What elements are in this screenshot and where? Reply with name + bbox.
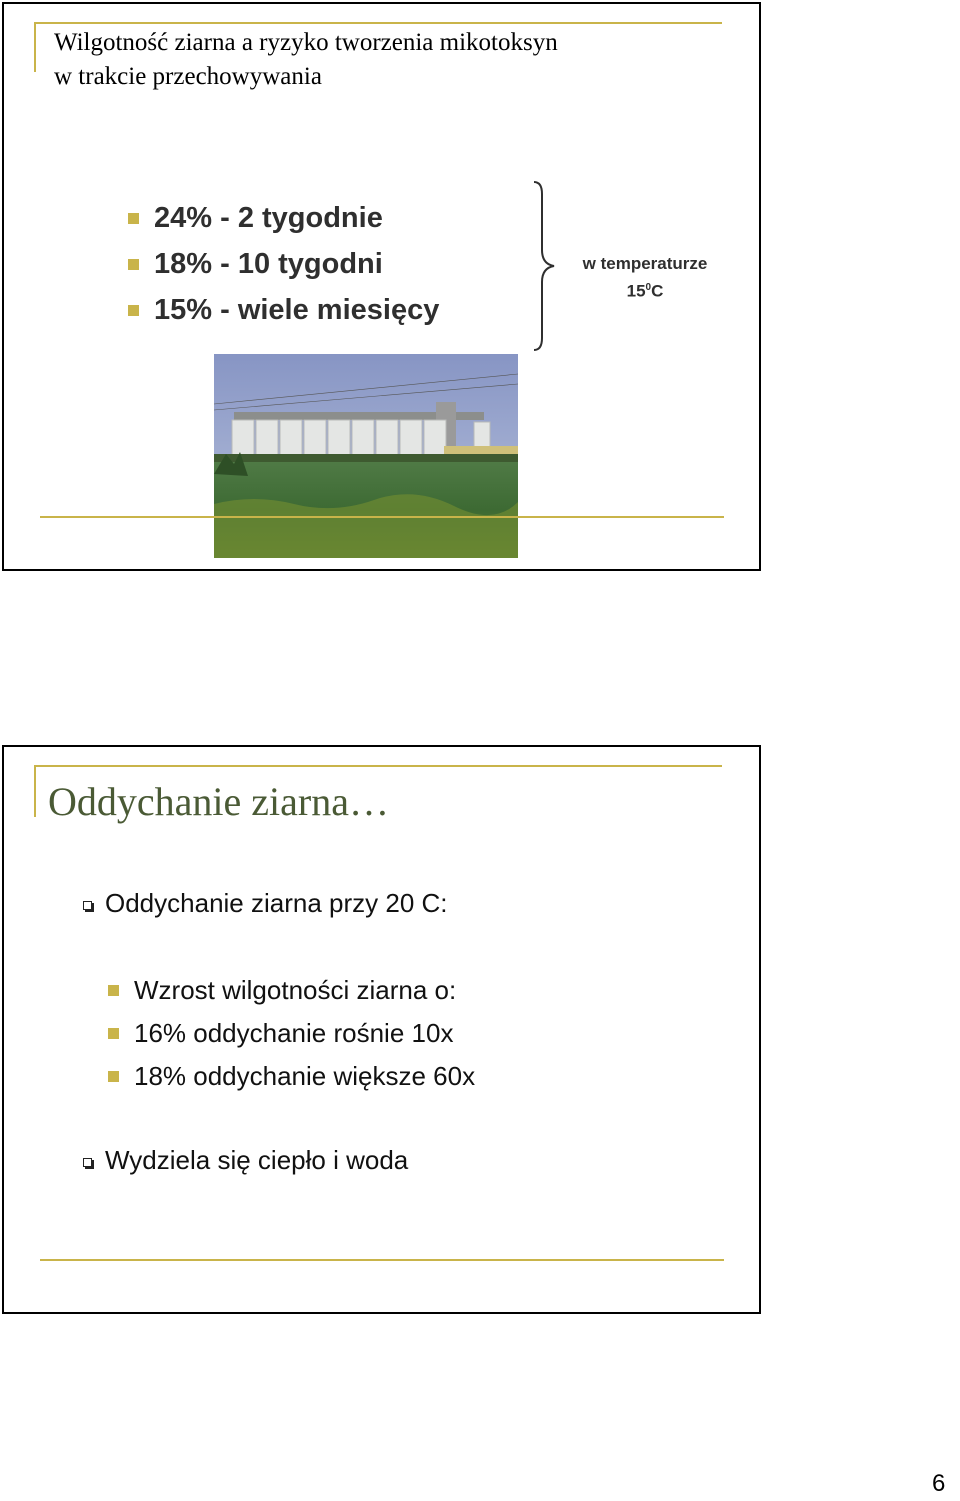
main-list [79, 885, 448, 921]
sub-list [104, 969, 475, 1098]
list-item-text: 18% oddychanie większe 60x [134, 1061, 476, 1091]
slide-title [54, 26, 734, 94]
square-bullet-icon [128, 259, 139, 270]
title-line-2: w trakcie przechowywania [54, 63, 322, 90]
list-item [79, 1142, 408, 1178]
bottom-rule [40, 516, 724, 518]
list-item [124, 288, 439, 334]
slide-title: Oddychanie ziarna… [48, 779, 389, 824]
list-item-text: 16% oddychanie rośnie 10x [134, 1018, 454, 1048]
curly-brace-icon [530, 180, 560, 352]
main-list-2 [79, 1142, 408, 1178]
checkbox-bullet-icon [83, 1158, 92, 1167]
list-item-text: 24% - 2 tygodnie [154, 202, 383, 234]
title-line-1: Wilgotność ziarna a ryzyko tworzenia mikotoksyn [54, 29, 558, 56]
moisture-list [124, 196, 439, 334]
top-rule [34, 22, 722, 24]
square-bullet-icon [108, 1071, 119, 1082]
title-rule-vertical [34, 765, 36, 817]
list-item-text: Wzrost wilgotności ziarna o: [134, 975, 457, 1005]
title-rule-vertical [34, 22, 36, 72]
top-rule [34, 765, 722, 767]
temperature-label: w temperaturze [582, 254, 708, 273]
list-item [104, 1012, 475, 1055]
square-bullet-icon [128, 305, 139, 316]
temperature-value: $15^0C$ [626, 281, 664, 301]
temperature-note [570, 252, 720, 304]
grain-silos-photo [214, 354, 518, 558]
list-item-text: Oddychanie ziarna przy 20 C: [105, 888, 448, 918]
list-item [79, 885, 448, 921]
list-item [124, 242, 439, 288]
list-item-text: 15% - wiele miesięcy [154, 294, 440, 326]
checkbox-bullet-icon [83, 901, 92, 910]
page-number: 6 [932, 1470, 946, 1497]
list-item [104, 969, 475, 1012]
slide-1 [2, 2, 761, 571]
square-bullet-icon [108, 1028, 119, 1039]
square-bullet-icon [108, 985, 119, 996]
bottom-rule [40, 1259, 724, 1261]
list-item-text: 18% - 10 tygodni [154, 248, 383, 280]
square-bullet-icon [128, 213, 139, 224]
list-item [104, 1055, 475, 1098]
list-item [124, 196, 439, 242]
slide-2 [2, 745, 761, 1314]
list-item-text: Wydziela się ciepło i woda [105, 1145, 409, 1175]
